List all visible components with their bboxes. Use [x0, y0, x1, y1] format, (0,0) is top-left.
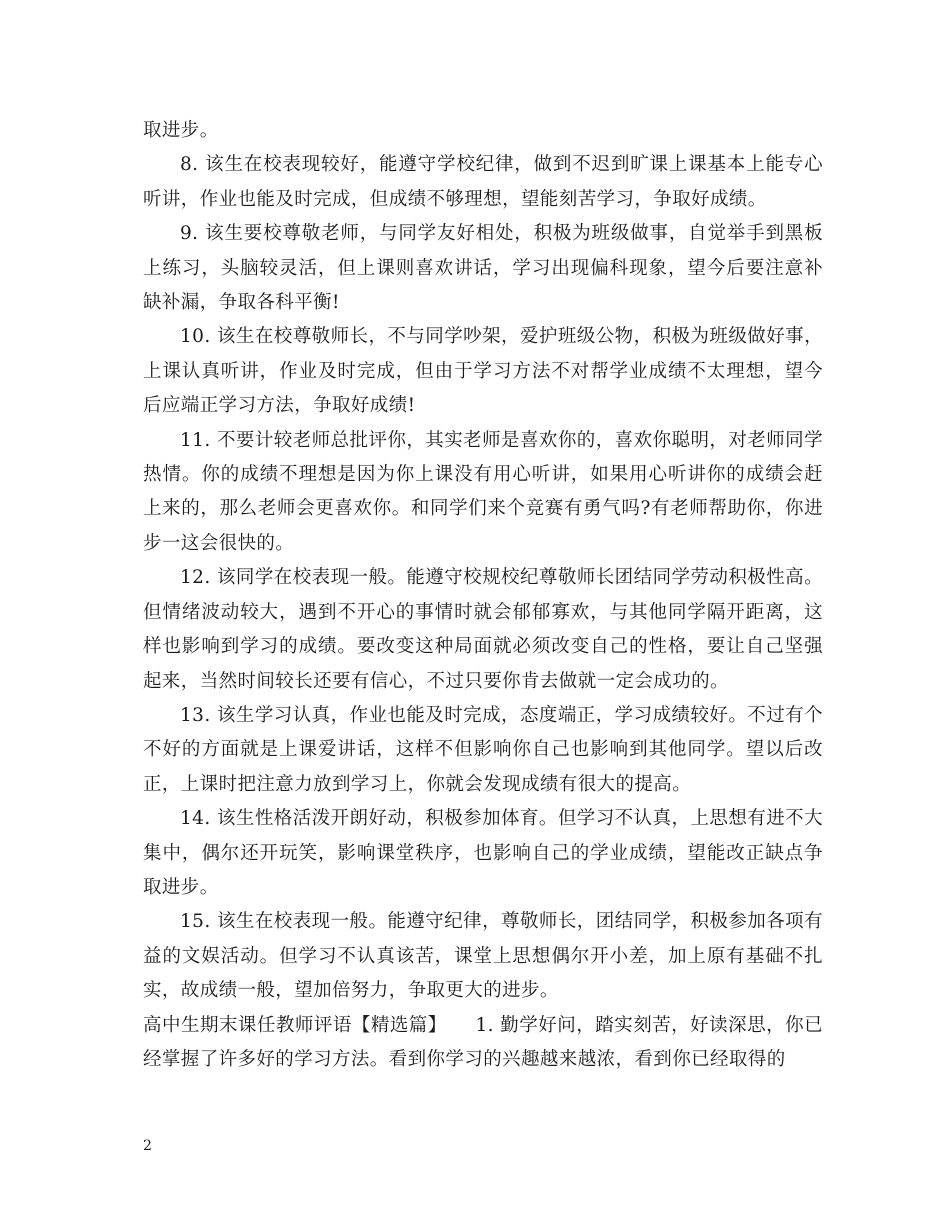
comment-paragraph-8: 8. 该生在校表现较好，能遵守学校纪律，做到不迟到旷课上课基本上能专心听讲，作业也能及时完成，但成绩不够理想，望能刻苦学习，争取好成绩。 [143, 154, 823, 210]
section-heading-paragraph: 高中生期末课任教师评语【精选篇】 1. 勤学好问，踏实刻苦，好读深思，你已经掌握了许多好的学习方法。看到你学习的兴趣越来越浓，看到你已经取得的 [143, 1014, 823, 1070]
comment-paragraph-15: 15. 该生在校表现一般。能遵守纪律，尊敬师长，团结同学，积极参加各项有益的文娱活动。但学习不认真该苦，课堂上思想偶尔开小差，加上原有基础不扎实，故成绩一般，望加倍努力，争取更大的进步。 [143, 911, 823, 1002]
comment-paragraph-12: 12. 该同学在校表现一般。能遵守校规校纪尊敬师长团结同学劳动积极性高。但情绪波动较大，遇到不开心的事情时就会郁郁寡欢，与其他同学隔开距离，这样也影响到学习的成绩。要改变这种局面就必须改变自己的性格，要让自己坚强起来，当然时间较长还要有信心，不过只要你肯去做就一定会成功的。 [143, 567, 823, 692]
comment-paragraph-9: 9. 该生要校尊敬老师，与同学友好相处，积极为班级做事，自觉举手到黑板上练习，头脑较灵活，但上课则喜欢讲话，学习出现偏科现象，望今后要注意补缺补漏，争取各科平衡! [143, 223, 823, 314]
paragraph-continuation: 取进步。 [143, 120, 219, 141]
document-body [143, 114, 823, 1077]
comment-paragraph-11: 11. 不要计较老师总批评你，其实老师是喜欢你的，喜欢你聪明，对老师同学热情。你的成绩不理想是因为你上课没有用心听讲，如果用心听讲你的成绩会赶上来的，那么老师会更喜欢你。和同学们来个竞赛有勇气吗?有老师帮助你，你进步一这会很快的。 [143, 429, 823, 554]
comment-paragraph-14: 14. 该生性格活泼开朗好动，积极参加体育。但学习不认真，上思想有进不大集中，偶尔还开玩笑，影响课堂秩序，也影响自己的学业成绩，望能改正缺点争取进步。 [143, 808, 823, 898]
comment-paragraph-10: 10. 该生在校尊敬师长，不与同学吵架，爱护班级公物，积极为班级做好事，上课认真听讲，作业及时完成，但由于学习方法不对帮学业成绩不太理想，望今后应端正学习方法，争取好成绩! [143, 326, 823, 417]
comment-paragraph-13: 13. 该生学习认真，作业也能及时完成，态度端正，学习成绩较好。不过有个不好的方面就是上课爱讲话，这样不但影响你自己也影响到其他同学。望以后改正，上课时把注意力放到学习上，你就会发现成绩有很大的提高。 [143, 704, 823, 795]
page-number: 2 [143, 1138, 152, 1154]
